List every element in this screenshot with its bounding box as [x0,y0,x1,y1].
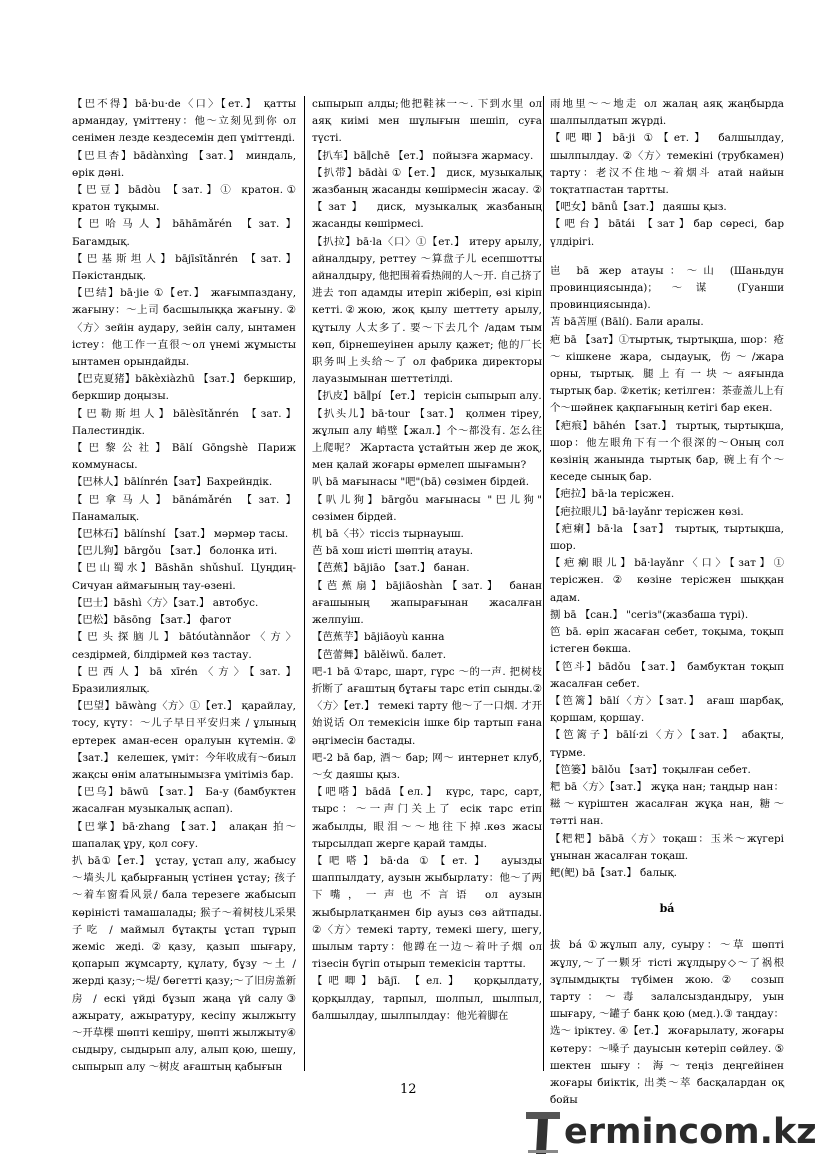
dictionary-entry: 【巴豆】bādòu 【зат.】① кратон.① кратон тұқымы. [72,184,296,214]
spacer [550,251,784,263]
dictionary-entry: 【巴克夏猪】bākèxiàzhū 【зат.】 беркшир, беркшир доңызы. [72,373,296,403]
dictionary-entry: 吧-1 bā ①тарс, шарт, гүрс ～的一声. 把树枝折断了 ағаштың бұтағы тарс етіп сынды.②〈方〉【ет.】 темекі тарту 他～了一口烟. 才开始说话 Ол темекісін ішке бір тартып ғана әңгімесін бастады. [312,665,542,747]
dictionary-entry: 【巴松】bāsōng 【зат.】 фагот [72,614,232,627]
terminkom-logo [524,1108,817,1158]
section-heading: bá [659,902,675,916]
dictionary-entry: 【巴儿狗】bārgǒu 【зат.】 болонка иті. [72,545,278,558]
dictionary-entry: 【巴林人】bālínrén【зат】Бахрейндік. [72,476,273,489]
dictionary-entry: 【疤瘌】bā·la 【зат】 тыртық, тыртықша, шор. [550,522,784,553]
dictionary-entry: 【芭蕉】bājiāo 【зат.】 банан. [312,562,470,575]
dictionary-entry: 【吧嗒】bādā【ел.】 күрс, тарс, сарт, тырс：～一声门关上了 есік тарс етіп жабылды, 眼泪～～地往下掉.көз жасы тырсылдап жерге қарай тамды. [312,786,542,850]
dictionary-entry: 【巴结】bā·jie ①【ет.】 жағымпаздану, жағыну：～上司 басшылыққа жағыну. ②〈方〉зейін аудару, зейін салу, ынтамен істеу：他工作一直很～ол үнемі жұмысты ынтамен орындайды. [72,287,296,369]
dictionary-entry: 吧-2 bā бар, 酒～ бар; 网～ интернет клуб,～女 даяшы қыз. [312,751,542,781]
dictionary-entry: 【吧嗒】bā·da ①【ет.】 ауызды шаппылдату, аузын жыбырлату：他～了两下嘴，一声也不言语 ол аузын жыбырлатқанмен бір ауыз сөз айтпады. ②〈方〉темекі тарту, темекі шегу, шегу, шылым тарту：他蹲在一边～着叶子烟 ол тізесін бүгіп отырып темекісін тартты. [312,854,542,971]
dictionary-entry: 岜 bā жер атауы：～山 (Шаньдун провинциясында)；～谋 (Гуанши провинциясында). [550,264,784,312]
dictionary-entry: 拔 bá ①жұлып алу, суыру：～草 шөпті жұлу,～了一颗牙 тісті жұлдыру◇～了祸根 зұлымдықты түбімен жою.② созып тарту：～毒 залалсыздандыру, уын шығару, ～罐子 банк қою (мед.).③ таңдау：选～ іріктеу. ④【ет.】 жоғарылату, жоғары көтеру：～嗓子 дауысын көтеріп сөйлеу. ⑤ шектен шығу：海～теңіз деңгейінен жоғары биіктік, 出类～萃 басқалардан оқ бойы [550,939,784,1107]
column-divider-left [304,96,305,1071]
dictionary-entry: 【疤瘌眼儿】bā·layǎnr〈口〉【зат】① терісжен. ② көзіне терісжен шыққан адам. [550,557,784,604]
column-left [72,96,296,1076]
dictionary-entry: 叭 bā мағынасы "吧"(bā) сөзімен бірдей. [312,476,530,489]
dictionary-entry: 【扒皮】bā∥pí 【ет.】 терісін сыпырып алу. [312,390,542,403]
dictionary-entry: 【巴士】bāshì〈方〉【зат.】 автобус. [72,596,259,609]
dictionary-entry: сыпырып алды;他把鞋袜一～. 下到水里 ол аяқ киімі мен шұлығын шешіп, суға түсті. [312,98,542,145]
dictionary-entry: 苫 bā苫厘 (Bālí). Бали аралы. [550,316,704,329]
dictionary-entry: 【疤拉眼儿】bā·layǎnr терісжен көзі. [550,505,744,518]
dictionary-entry: 【巴不得】bā·bu·de〈口〉【ет.】 қатты армандау, үміттену：他～立刻见到你 ол сенімен лезде кездесемін деп үміттенді. [72,98,296,145]
dictionary-entry: 笆 bā. өріп жасаған себет, тоқыма, тоқып істеген бөкша. [550,626,784,656]
dictionary-entry: 【扒拉】bā·la〈口〉①【ет.】 итеру арылу, айналдыру, реттеу ～算盘子儿 есепшотты айналдыру, 他把围着看热闹的人～开. 自己挤了进去 топ адамды итеріп жіберіп, өзі кіріп кетті.②жою, жоқ қылу шеттету арылу, құтылу 人太多了. 要～下去几个 /адам тым көп, бірнешеуінен арылу қажет; 他的厂长职务叫上头给～了 ол фабрика директоры лауазымынан шеттетілді. [312,235,542,386]
spacer [550,925,784,937]
dictionary-entry: 【巴基斯坦人】bājīsītǎnrén 【зат.】 Пәкістандық. [72,252,296,283]
spacer [550,882,784,894]
dictionary-entry: 【巴西人】bā xīrén〈方〉【зат.】 Бразилиялық. [72,665,296,695]
dictionary-entry: 【吧女】bānǚ【зат.】 даяшы қыз. [550,201,727,214]
dictionary-entry: 【巴林石】bālínshí 【зат.】 мәрмәр тасы. [72,528,289,541]
dictionary-entry: 【扒车】bā∥chē 【ет.】 пойызға жармасу. [312,149,534,162]
dictionary-entry: 【芭蕉扇】bājiāoshàn【зат.】 банан ағашының жапырағынан жасалған желпуіш. [312,579,542,627]
dictionary-entry: 【巴拿马人】bānámǎrén 【зат.】 Панамалық. [72,493,296,523]
dictionary-entry: 【巴山蜀水】Bāshān shǔshuǐ. Цуңдиң-Сичуан аймағының тау-өзені. [72,562,296,592]
dictionary-entry: 疤 bā 【зат】①тыртық, тыртықша, шор：疮～кішкене жара, сыдауық, 伤～/жара орны, тыртық. 腿上有一块～аяғында тыртық бар. ②кетік; кетілген：茶壶盖儿上有个～шәйнек қақпағының кетігі бар екен. [550,333,784,415]
dictionary-entry: 【笆篱】bālí〈方〉【зат.】 ағаш шарбақ, қоршам, қоршау. [550,694,784,725]
dictionary-entry: 【扒带】bādài ①【ет.】 диск, музыкалық жазбаның жасанды көшірмесін жасау. ②【зат】 диск, музыкалық жазбаның жасанды көшірмесі. [312,166,542,231]
dictionary-entry: 【叭儿狗】bārgǒu мағынасы "巴儿狗" сөзімен бірдей. [312,493,542,523]
dictionary-entry: 机 bā〈书〉тіссіз тырнауыш. [312,528,464,541]
dictionary-entry: 【疤痕】bāhén 【зат.】 тыртық, тыртықша, шор：他左眼角下有一个很深的～Оның сол көзінің жанында тыртық бар, 碗上有个～кеседе сынық бар. [550,419,784,484]
dictionary-entry: 粑 bā〈方〉【зат.】 жұқа нан; таңдыр нан：糍～күріштен жасалған жұқа нан, 糖～тәтті нан. [550,780,784,828]
column-divider-right [543,96,544,1071]
dictionary-entry: 【巴旦杏】bādànxìng 【зат.】 миндаль, өрік дәні. [72,149,296,179]
dictionary-entry: 【笆篓】bālǒu 【зат】тоқылған себет. [550,763,751,776]
dictionary-entry: 扒 bā①【ет.】 ұстау, ұстап алу, жабысу ～墙头儿 қабырғаның үстінен ұстау; 孩子～着车窗看风景/ бала терезеге жабысып көріністі тамашалады; 猴子～着树枝儿采果子吃 / маймыл бұтақты ұстап тұрып жеміс жеді.②қазу, қазып шығару, қопарып жұмсарту, құлату, бұзу ～土 / жерді қазу;～堤/ бөгетті қазу;～了旧房盖新房 / ескі үйді бұзып жаңа үй салу③ ажырату, ажыратуру, кесіпу жылжыту ～开草棵 шөпті кешіру, шөпті жылжыту④ сыдыру, сыдырып алу, алып қою, шешу, сыпырып алу ～树皮 ағаштың қабығын [72,854,296,1074]
dictionary-entry: 芭 bā хош иісті шөптің атауы. [312,545,474,558]
column-right [550,96,784,1107]
dictionary-entry: 【扒头儿】bā·tour 【зат.】 қолмен тіреу, жұлып алу 峭壁【жал.】个～都没有. 怎么往上爬呢？ Жартаста ұстайтын жер де жоқ, мен қалай жоғары өрмелеп шығамын? [312,407,542,472]
dictionary-entry: 捌 bā 【сан.】 "сегіз"(жазбаша түрі). [550,608,749,621]
logo-text: ermincom.kz [564,1112,817,1152]
dictionary-entry: 【笆斗】bādǒu 【зат.】 бамбуктан тоқып жасалған себет. [550,660,784,690]
column-middle [312,96,542,1076]
dictionary-entry: 雨地里～～地走 ол жалаң аяқ жаңбырда шалпылдатып жүрді. [550,98,784,128]
dictionary-entry: 【巴哈马人】bāhāmǎrén 【зат.】 Багамдық. [72,218,296,248]
dictionary-entry: 【芭蕉芋】bājiāoyù канна [312,631,445,644]
dictionary-entry: 【吧唧】bājī. 【ел.】 қорқылдату, қорқылдау, тарпыл, шолпыл, шылпыл, балшылдау, шылпылдау：他光着脚在 [312,975,542,1022]
dictionary-entry: 【芭蕾舞】bālěiwǔ. балет. [312,648,447,661]
dictionary-entry: 鲃(鲃) bā【зат.】 балық. [550,866,677,879]
dictionary-entry: 【粑粑】bābā〈方〉тоқаш：玉米～жүгері ұнынан жасалған тоқаш. [550,832,784,862]
dictionary-entry: 【巴乌】bāwū 【зат.】 Ба-у (бамбуктен жасалған музыкалық аспап). [72,786,296,816]
dictionary-entry: 【吧唧】bā·ji ①【ет.】 балшылдау, шылпылдау. ②〈方〉темекіні (трубкамен) тарту：老汉不住地～着烟斗 атай найын тоқтатпастан тартты. [550,132,784,197]
dictionary-entry: 【巴望】bāwàng〈方〉①【ет.】 қарайлау, тосу, күту：～儿子早日平安归来 / ұлының ертерек аман-есен оралуын күтемін.②【зат.】 келешек, үміт：今年收成有～биыл жақсы өнім алатынымызға үмітіміз бар. [72,700,296,781]
dictionary-entry: 【疤拉】bā·la терісжен. [550,488,675,501]
dictionary-entry: 【吧台】bātái 【зат】бар сөресі, бар үлдірігі. [550,218,784,248]
logo-t-icon [524,1110,564,1156]
page-number: 12 [400,1082,417,1097]
dictionary-entry: 【巴勒斯坦人】bālèsītǎnrén 【зат.】 Палестиндік. [72,407,296,437]
dictionary-entry: 【巴头探脑儿】bātóutànnǎor〈方〉сездірмей, білдірмей көз тастау. [72,631,296,661]
dictionary-entry: 【笆篱子】bālí·zi〈方〉【зат.】 абақты, түрме. [550,729,784,759]
dictionary-entry: 【巴黎公社】Bālí Gōngshè Париж коммунасы. [72,442,296,472]
dictionary-entry: 【巴掌】bā·zhang 【зат.】 алақан 拍～шапалақ ұру, қол соғу. [72,820,296,850]
